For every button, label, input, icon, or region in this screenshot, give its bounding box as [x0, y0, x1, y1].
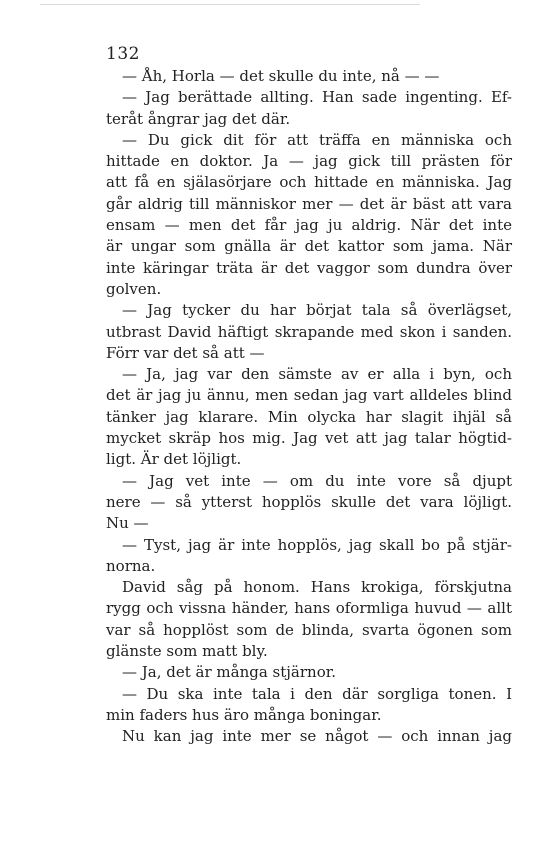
text-line: inte käringar träta är det vaggor som dundra över	[106, 258, 512, 277]
text-line: var så hopplöst som de blinda, svarta ögonen som	[106, 620, 512, 639]
text-line: min faders hus äro många boningar.	[106, 705, 382, 724]
text-line: Nu kan jag inte mer se något — och innan jag	[122, 727, 512, 746]
text-line: David såg på honom. Hans krokiga, förskjutna	[122, 578, 512, 597]
text-line: är ungar som gnälla är det kattor som jama. När	[106, 237, 512, 256]
text-line: ligt. Är det löjligt.	[106, 450, 242, 469]
text-line: utbrast David häftigt skrapande med skon i sanden.	[106, 322, 512, 341]
text-line: teråt ångrar jag det där.	[106, 109, 291, 128]
text-line: — Jag berättade allting. Han sade ingenting. Ef-	[122, 88, 512, 107]
text-line: — Ja, jag var den sämste av er alla i byn, och	[122, 365, 512, 384]
text-line: — Ja, det är många stjärnor.	[122, 663, 337, 682]
text-line: Förr var det så att —	[106, 343, 265, 362]
text-line: — Du ska inte tala i den där sorgliga tonen. I	[122, 684, 512, 703]
text-line: — Du gick dit för att träffa en människa och	[122, 130, 512, 149]
text-line: nere — så ytterst hopplös skulle det vara löjligt.	[106, 492, 512, 511]
page-number: 132	[106, 44, 140, 64]
text-line: rygg och vissna händer, hans oformliga huvud — allt	[106, 599, 512, 618]
text-line: golven.	[106, 279, 162, 298]
body-text	[106, 66, 512, 748]
top-edge-rule	[40, 4, 420, 5]
text-line: det är jag ju ännu, men sedan jag vart alldeles blind	[106, 386, 512, 405]
text-line: mycket skräp hos mig. Jag vet att jag talar högtid-	[106, 429, 512, 448]
text-line: går aldrig till människor mer — det är bäst att vara	[106, 194, 512, 213]
text-line: — Jag tycker du har börjat tala så överlägset,	[122, 301, 512, 320]
text-line: att få en själasörjare och hittade en människa. Jag	[106, 173, 512, 192]
text-line: ensam — men det får jag ju aldrig. När det inte	[106, 216, 512, 235]
text-line: tänker jag klarare. Min olycka har slagit ihjäl så	[106, 407, 512, 426]
text-line: hittade en doktor. Ja — jag gick till prästen för	[106, 152, 512, 171]
text-line: norna.	[106, 556, 156, 575]
text-line: — Åh, Horla — det skulle du inte, nå — —	[122, 67, 440, 85]
text-line: — Jag vet inte — om du inte vore så djupt	[122, 471, 512, 490]
text-line: — Tyst, jag är inte hopplös, jag skall bo på stjär-	[122, 535, 512, 554]
text-line: glänste som matt bly.	[106, 642, 268, 661]
text-line: Nu —	[106, 514, 149, 533]
